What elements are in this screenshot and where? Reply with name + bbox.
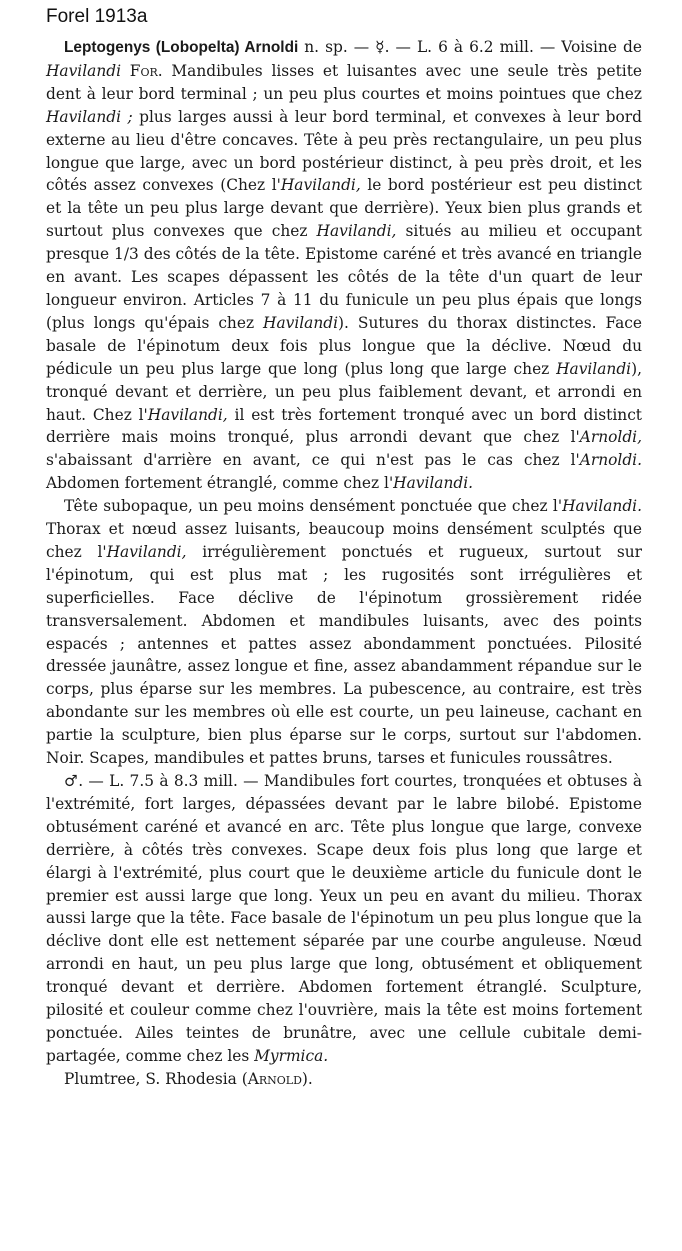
species-description xyxy=(46,36,642,1091)
collector-name: Arnold xyxy=(247,1069,302,1088)
male-paragraph: ♂. — L. 7.5 à 8.3 mill. — Mandibules fort courtes, tronquées et obtuses à l'extrémité, fort larges, dépassées devant par le labre bilobé. Epistome obtusément caréné et avancé en arc. Tête plus longue que large, convexe derrière, à côtés très convexes. Scape deux fois plus long que large et élargi à l'extrémité, plus court que le deuxième article du funicule dont le premier est aussi large que long. Yeux un peu en avant du milieu. Thorax aussi large que la tête. Face basale de l'épinotum un peu plus longue que la déclive dont elle est nettement séparée par une courbe anguleuse. Nœud arrondi en haut, un peu plus large que long, obtusément et obliquement tronqué devant et derrière. Abdomen fortement étranglé. Sculpture, pilosité et couleur comme chez l'ouvrière, mais la tête est moins fortement ponctuée. Ailes teintes de brunâtre, avec une cellule cubitale demi-partagée, comme chez les Myrmica. xyxy=(46,772,642,1065)
species-name: Leptogenys (Lobopelta) Arnoldi xyxy=(64,39,299,56)
locality-line: Plumtree, S. Rhodesia (Arnold). xyxy=(64,1069,313,1088)
source-citation: Forel 1913a xyxy=(46,6,148,27)
worker-paragraph: Leptogenys (Lobopelta) Arnoldi n. sp. — ☿. — L. 6 à 6.2 mill. — Voisine de Havilandi For. Mandibules lisses et luisantes avec une seule très petite dent à leur bord terminal ; un peu plus courtes et moins pointues que chez Havilandi ; plus larges aussi à leur bord terminal, et convexes à leur bord externe au lieu d'être concaves. Tête à peu près rectangulaire, un peu plus longue que large, avec un bord postérieur distinct, à peu près droit, et les côtés assez convexes (Chez l'Havilandi, le bord postérieur est peu distinct et la tête un peu plus large devant que derrière). Yeux bien plus grands et surtout plus convexes que chez Havilandi, situés au milieu et occupant presque 1/3 des côtés de la tête. Epistome caréné et très avancé en triangle en avant. Les scapes dépassent les côtés de la tête d'un quart de leur longueur environ. Articles 7 à 11 du funicule un peu plus épais que longs (plus longs qu'épais chez Havilandi). Sutures du thorax distinctes. Face basale de l'épinotum deux fois plus longue que la déclive. Nœud du pédicule un peu plus large que long (plus long que large chez Havilandi), tronqué devant et derrière, un peu plus faiblement devant, et arrondi en haut. Chez l'Havilandi, il est très fortement tronqué avec un bord distinct derrière mais moins tronqué, plus arrondi devant que chez l'Arnoldi, s'abaissant d'arrière en avant, ce qui n'est pas le cas chez l'Arnoldi. Abdomen fortement étranglé, comme chez l'Havilandi. xyxy=(46,38,643,493)
author-abbrev: For. xyxy=(129,61,163,80)
sculpture-paragraph: Tête subopaque, un peu moins densément ponctuée que chez l'Havilandi. Thorax et nœud assez luisants, beaucoup moins densément sculptés que chez l'Havilandi, irrégulièrement ponctués et rugueux, surtout sur l'épinotum, qui est plus mat ; les rugosités sont irrégulières et superficielles. Face déclive de l'épinotum grossièrement ridée transversalement. Abdomen et mandibules luisants, avec des points espacés ; antennes et pattes assez abondamment ponctuées. Pilosité dressée jaunâtre, assez longue et fine, assez abandamment répandue sur le corps, plus éparse sur les membres. La pubescence, au contraire, est très abondante sur les membres où elle est courte, un peu laineuse, cachant en partie la sculpture, bien plus éparse sur le corps, surtout sur l'abdomen. Noir. Scapes, mandibules et pattes bruns, tarses et funicules roussâtres. xyxy=(46,497,642,768)
